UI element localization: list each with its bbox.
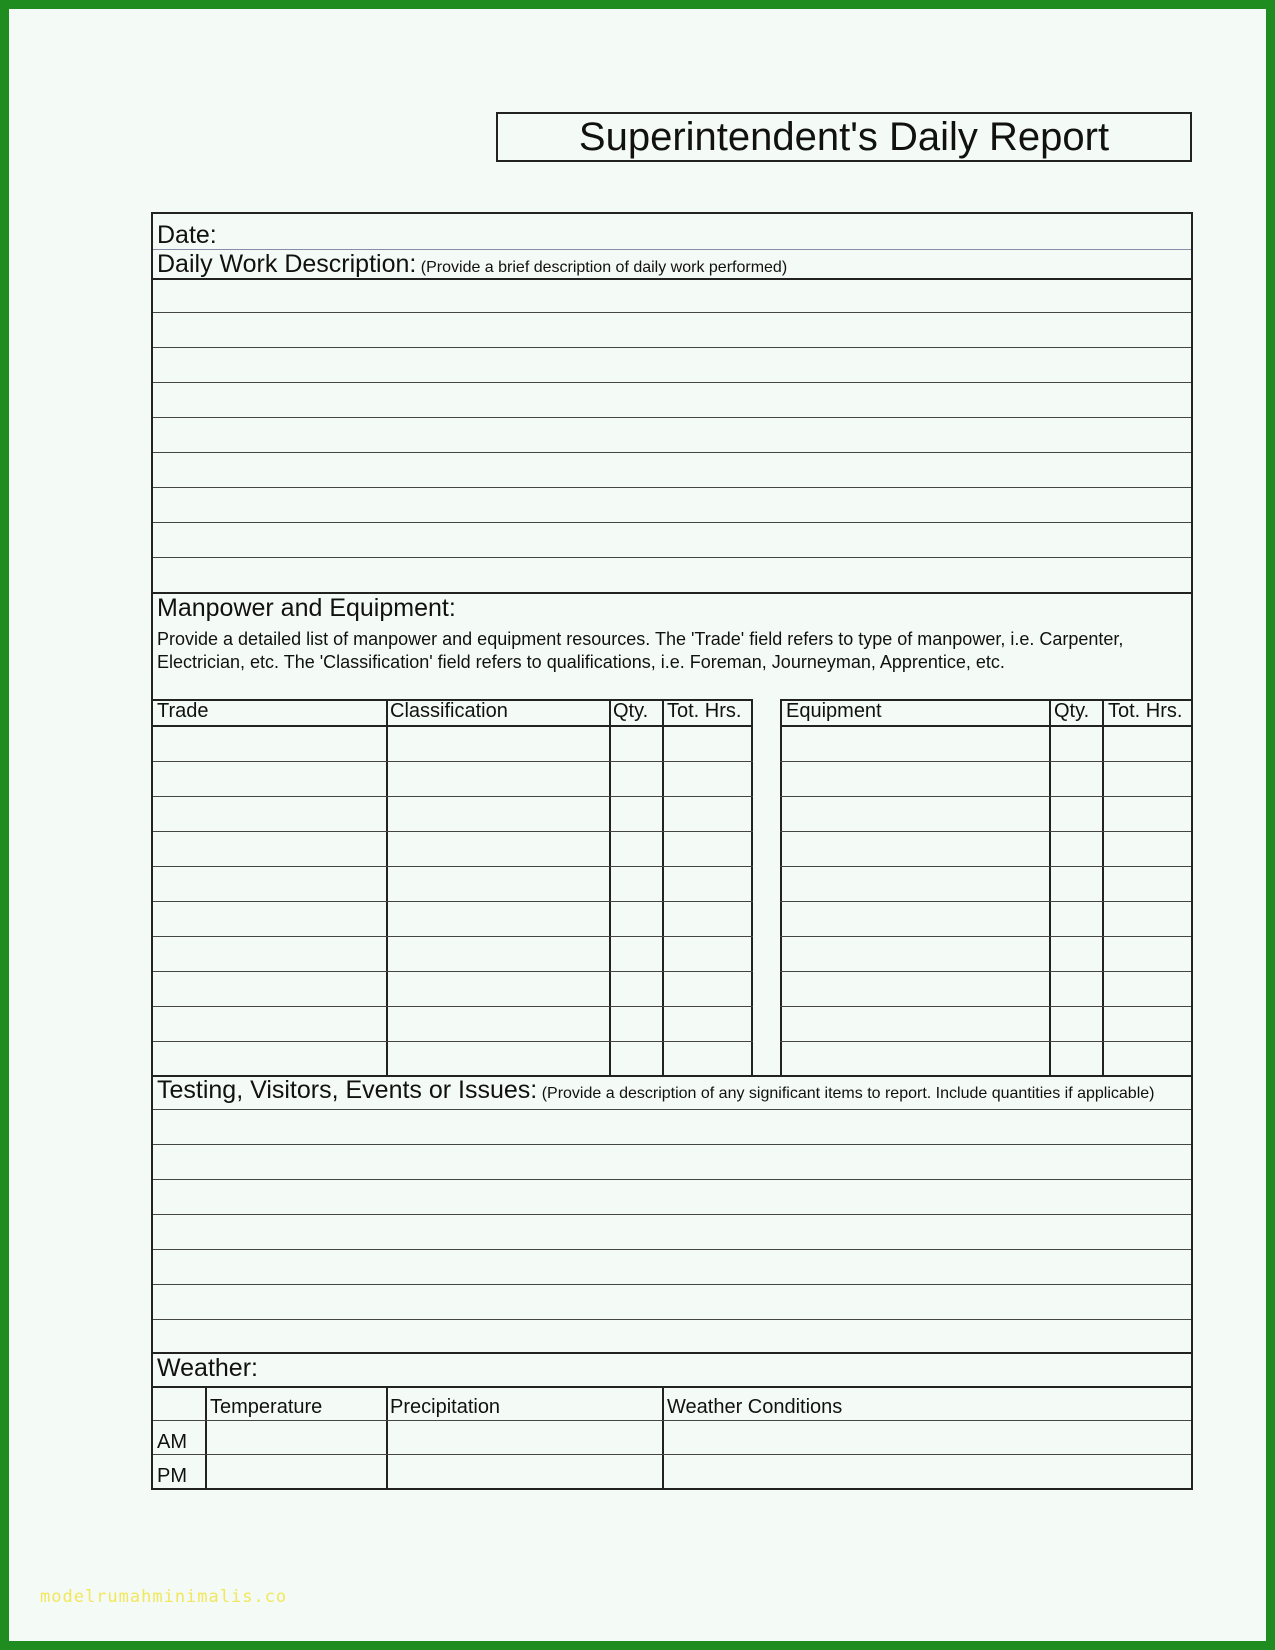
table-row[interactable] bbox=[153, 796, 753, 797]
writing-line bbox=[153, 382, 1191, 383]
testing-lines[interactable] bbox=[153, 1104, 1191, 1362]
writing-line bbox=[153, 452, 1191, 453]
writing-line bbox=[153, 1284, 1191, 1285]
report-form bbox=[151, 212, 1193, 1490]
table-row bbox=[153, 1420, 1191, 1421]
manpower-instructions-1: Provide a detailed list of manpower and equipment resources. The 'Trade' field refers to type of manpower, i.e. Carpenter, bbox=[157, 629, 1124, 649]
report-title: Superintendent's Daily Report bbox=[496, 112, 1192, 162]
table-header-divider bbox=[780, 725, 1191, 727]
table-row[interactable] bbox=[780, 761, 1191, 762]
column-divider bbox=[662, 699, 664, 1076]
column-divider bbox=[1049, 699, 1051, 1076]
table-row[interactable] bbox=[780, 831, 1191, 832]
pm-weather-row[interactable] bbox=[207, 1456, 1189, 1486]
am-weather-row[interactable] bbox=[207, 1422, 1189, 1454]
testing-label: Testing, Visitors, Events or Issues: bbox=[157, 1076, 538, 1104]
table-row[interactable] bbox=[153, 866, 753, 867]
equipment-tot-hrs-header: Tot. Hrs. bbox=[1108, 700, 1183, 722]
writing-line bbox=[153, 347, 1191, 348]
table-row[interactable] bbox=[780, 936, 1191, 937]
table-row[interactable] bbox=[780, 796, 1191, 797]
writing-line bbox=[153, 1109, 1191, 1110]
divider bbox=[153, 1352, 1191, 1354]
table-row[interactable] bbox=[780, 866, 1191, 867]
testing-section-heading bbox=[157, 1076, 1154, 1105]
date-field[interactable] bbox=[223, 220, 1183, 248]
manpower-label: Manpower and Equipment: bbox=[157, 594, 456, 622]
table-row[interactable] bbox=[153, 971, 753, 972]
writing-line bbox=[153, 487, 1191, 488]
writing-line bbox=[153, 1214, 1191, 1215]
writing-line bbox=[153, 557, 1191, 558]
equipment-qty-header: Qty. bbox=[1054, 700, 1090, 722]
column-divider bbox=[1102, 699, 1104, 1076]
testing-hint: (Provide a description of any significant items to report. Include quantities if applicable) bbox=[541, 1085, 1155, 1102]
table-row bbox=[153, 1454, 1191, 1455]
work-description-lines[interactable] bbox=[153, 280, 1191, 578]
date-label: Date: bbox=[157, 221, 217, 249]
manpower-table bbox=[153, 699, 753, 1076]
qty-header: Qty. bbox=[613, 700, 649, 722]
work-section-heading bbox=[157, 250, 787, 279]
tot-hrs-header: Tot. Hrs. bbox=[667, 700, 742, 722]
column-divider bbox=[751, 699, 753, 1076]
column-divider bbox=[386, 699, 388, 1076]
equipment-header: Equipment bbox=[786, 700, 882, 722]
writing-line bbox=[153, 1144, 1191, 1145]
table-row[interactable] bbox=[780, 971, 1191, 972]
writing-line bbox=[153, 1179, 1191, 1180]
equipment-table bbox=[780, 699, 1191, 1076]
table-row[interactable] bbox=[780, 1006, 1191, 1007]
table-row[interactable] bbox=[153, 1006, 753, 1007]
work-description-label: Daily Work Description: bbox=[157, 250, 417, 278]
table-row[interactable] bbox=[780, 1041, 1191, 1042]
classification-header: Classification bbox=[390, 700, 508, 722]
writing-line bbox=[153, 1319, 1191, 1320]
column-divider bbox=[780, 699, 782, 1076]
table-row[interactable] bbox=[153, 1041, 753, 1042]
column-divider bbox=[609, 699, 611, 1076]
table-row[interactable] bbox=[153, 936, 753, 937]
table-row[interactable] bbox=[153, 761, 753, 762]
writing-line bbox=[153, 1249, 1191, 1250]
table-row[interactable] bbox=[153, 901, 753, 902]
precipitation-header: Precipitation bbox=[390, 1396, 501, 1418]
writing-line bbox=[153, 312, 1191, 313]
weather-label: Weather: bbox=[157, 1354, 258, 1382]
work-description-hint: (Provide a brief description of daily work performed) bbox=[420, 259, 788, 276]
am-row-label: AM bbox=[157, 1431, 187, 1453]
weather-conditions-header: Weather Conditions bbox=[667, 1396, 843, 1418]
writing-line bbox=[153, 522, 1191, 523]
pm-row-label: PM bbox=[157, 1465, 187, 1487]
watermark-text: modelrumahminimalis.co bbox=[40, 1587, 288, 1607]
manpower-instructions-2: Electrician, etc. The 'Classification' field refers to qualifications, i.e. Foreman, Journeyman, Apprentice, etc. bbox=[157, 652, 1005, 672]
trade-header: Trade bbox=[157, 700, 209, 722]
writing-line bbox=[153, 417, 1191, 418]
table-row[interactable] bbox=[153, 831, 753, 832]
weather-table bbox=[153, 1387, 1191, 1488]
table-row[interactable] bbox=[780, 901, 1191, 902]
temperature-header: Temperature bbox=[210, 1396, 323, 1418]
